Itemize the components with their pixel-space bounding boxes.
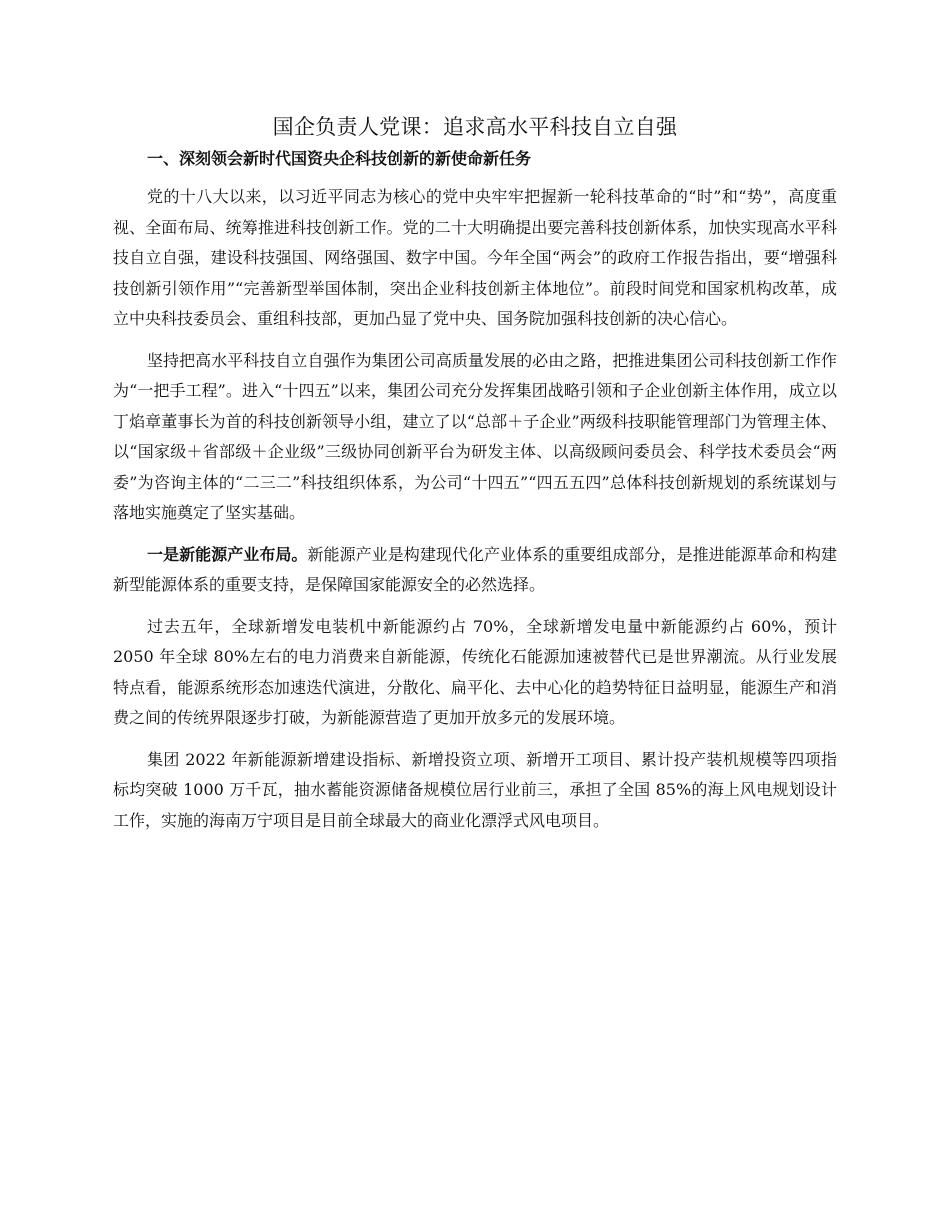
- paragraph-text: 过去五年，全球新增发电装机中新能源约占 70%，全球新增发电量中新能源约占 60%，预计 2050 年全球 80%左右的电力消费来自新能源，传统化石能源加速被替代已是世界潮流。从行业发展特点看，能源系统形态加速迭代演进，分散化、扁平化、去中心化的趋势特征日益明显，能源生产和消费之间的传统界限逐步打破，为新能源营造了更加开放多元的发展环境。: [113, 616, 837, 727]
- paragraph-text: 坚持把高水平科技自立自强作为集团公司高质量发展的必由之路，把推进集团公司科技创新工作作为“一把手工程”。进入“十四五”以来，集团公司充分发挥集团战略引领和子企业创新主体作用，成立以丁焰章董事长为首的科技创新领导小组，建立了以“总部＋子企业”两级科技职能管理部门为管理主体、以“国家级＋省部级＋企业级”三级协同创新平台为研发主体、以高级顾问委员会、科学技术委员会“两委”为咨询主体的“二三二”科技组织体系，为公司“十四五”“四五五四”总体科技创新规划的系统谋划与落地实施奠定了坚实基础。: [113, 350, 837, 522]
- paragraph-lead: 一是新能源产业布局。: [147, 544, 308, 564]
- document-title: 国企负责人党课：追求高水平科技自立自强: [272, 115, 678, 139]
- paragraph-4: [113, 612, 837, 734]
- section-heading: 一、深刻领会新时代国资央企科技创新的新使命新任务: [147, 149, 532, 168]
- paragraph-text: 集团 2022 年新能源新增建设指标、新增投资立项、新增开工项目、累计投产装机规模等四项指标均突破 1000 万千瓦，抽水蓄能资源储备规模位居行业前三，承担了全国 85%的海上风电规划设计工作，实施的海南万宁项目是目前全球最大的商业化漂浮式风电项目。: [113, 749, 837, 830]
- paragraph-1: [113, 182, 837, 335]
- paragraph-2: [113, 346, 837, 529]
- paragraph-5: [113, 745, 837, 837]
- paragraph-3: [113, 540, 837, 601]
- paragraph-text: 党的十八大以来，以习近平同志为核心的党中央牢牢把握新一轮科技革命的“时”和“势”，高度重视、全面布局、统筹推进科技创新工作。党的二十大明确提出要完善科技创新体系，加快实现高水平科技自立自强，建设科技强国、网络强国、数字中国。今年全国“两会”的政府工作报告指出，要“增强科技创新引领作用”“完善新型举国体制，突出企业科技创新主体地位”。前段时间党和国家机构改革，成立中央科技委员会、重组科技部，更加凸显了党中央、国务院加强科技创新的决心信心。: [113, 187, 837, 328]
- paragraph-text: 新能源产业是构建现代化产业体系的重要组成部分，是推进能源革命和构建新型能源体系的重要支持，是保障国家能源安全的必然选择。: [113, 544, 837, 594]
